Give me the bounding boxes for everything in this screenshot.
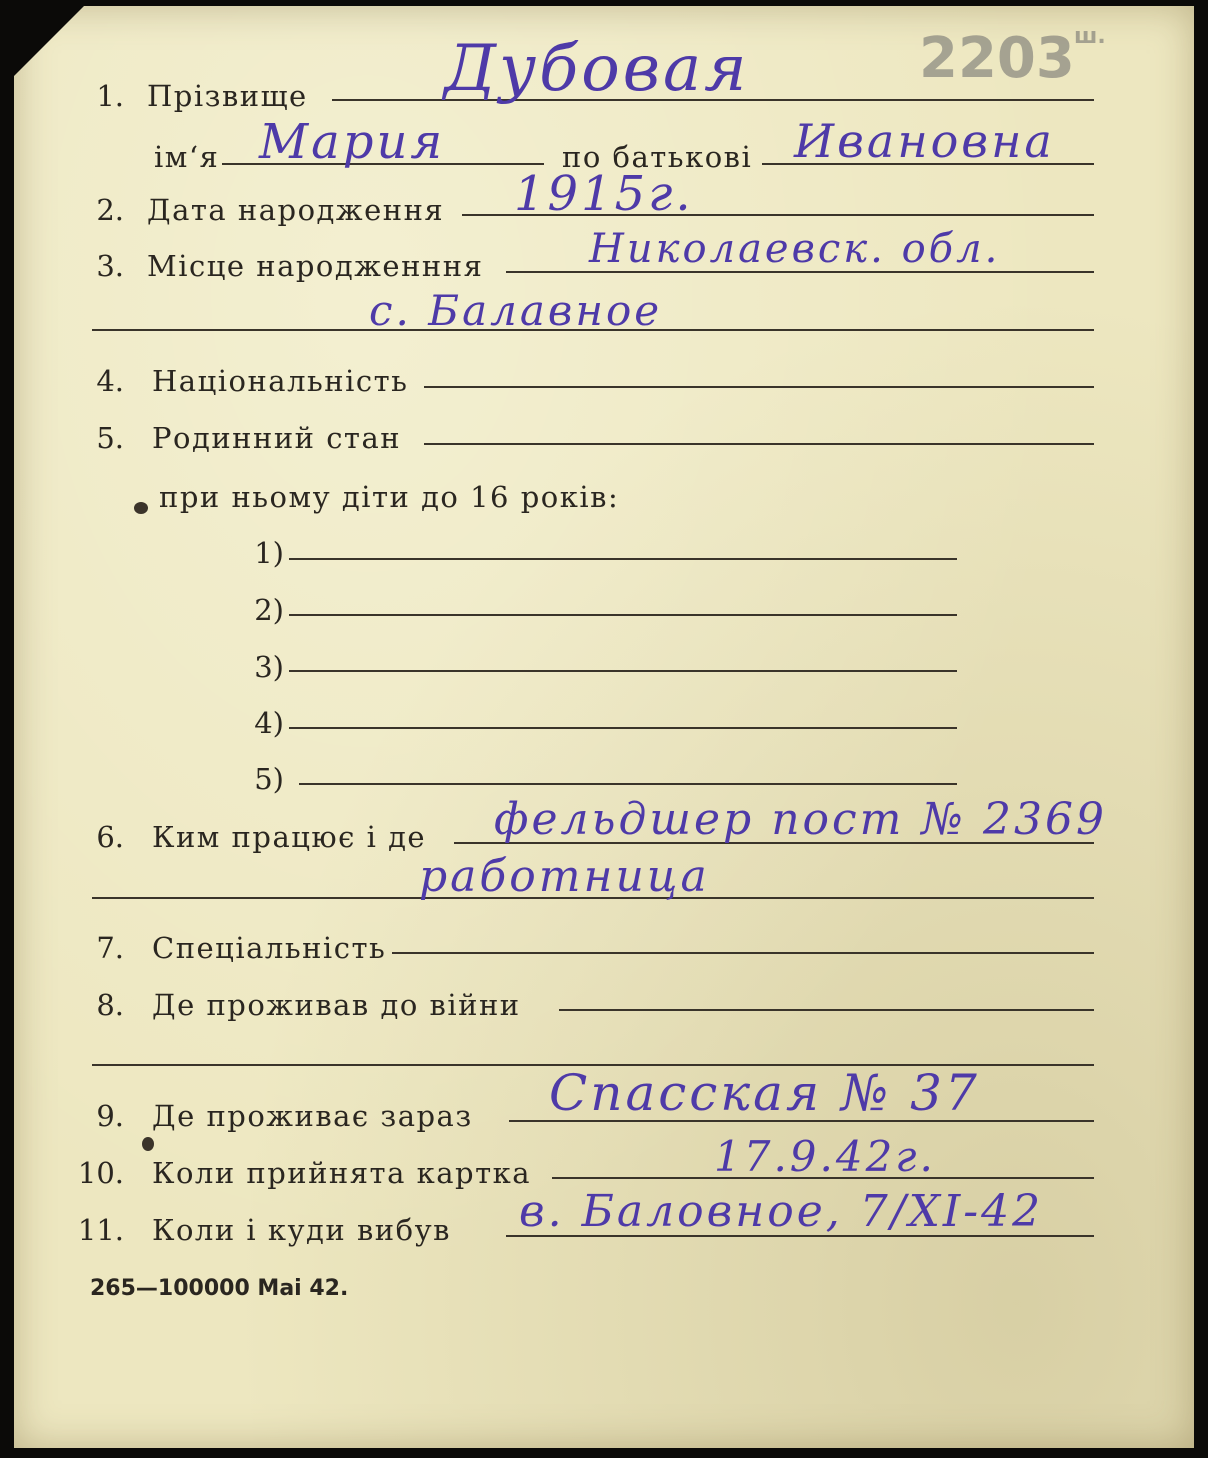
current-residence-label: Де проживає зараз <box>152 1099 473 1133</box>
family-status-label: Родинний стан <box>152 421 402 455</box>
child-2-line <box>289 614 957 616</box>
birth-place-value: Николаевск. обл. <box>589 226 1001 272</box>
field-6-number: 6. <box>96 820 124 854</box>
birth-place-value-2: с. Балавное <box>369 286 663 335</box>
birth-place-label: Місце народженння <box>147 249 484 283</box>
first-name-label: ім‘я <box>154 140 220 174</box>
child-5-line <box>299 783 957 785</box>
pencil-archive-number: 2203 <box>919 26 1075 91</box>
pin-hole <box>134 502 148 514</box>
employment-label: Ким працює і де <box>152 820 427 854</box>
family-status-line <box>424 443 1094 445</box>
field-10-number: 10. <box>77 1156 124 1190</box>
birth-date-label: Дата народження <box>147 193 445 227</box>
print-code: 265—100000 Mai 42. <box>90 1276 349 1301</box>
field-2-number: 2. <box>96 193 124 227</box>
child-3-line <box>289 670 957 672</box>
pin-hole-2 <box>142 1137 154 1151</box>
employment-value-2: работница <box>419 851 710 902</box>
birth-date-value: 1915г. <box>514 166 694 222</box>
card-accepted-value: 17.9.42г. <box>714 1132 936 1181</box>
prewar-residence-line <box>559 1009 1094 1011</box>
child-4-line <box>289 727 957 729</box>
departure-label: Коли і куди вибув <box>152 1213 451 1247</box>
current-residence-value: Спасская № 37 <box>549 1064 980 1122</box>
card-accepted-label: Коли прийнята картка <box>152 1156 532 1190</box>
child-3-number: 3) <box>254 650 284 684</box>
child-5-number: 5) <box>254 762 284 796</box>
child-4-number: 4) <box>254 706 284 740</box>
children-label: при ньому діти до 16 років: <box>159 480 620 514</box>
nationality-line <box>424 386 1094 388</box>
field-11-number: 11. <box>77 1213 124 1247</box>
field-7-number: 7. <box>96 931 124 965</box>
surname-label: Прізвище <box>147 79 308 113</box>
registration-card <box>14 6 1194 1448</box>
patronymic-label: по батькові <box>562 140 753 174</box>
torn-corner <box>14 6 84 76</box>
departure-value: в. Баловное, 7/XI-42 <box>519 1186 1044 1237</box>
child-1-line <box>289 558 957 560</box>
field-1-number: 1. <box>96 79 124 113</box>
nationality-label: Національність <box>152 364 409 398</box>
field-4-number: 4. <box>96 364 124 398</box>
surname-value: Дубовая <box>444 32 750 106</box>
employment-value: фельдшер пост № 2369 <box>494 794 1107 845</box>
corner-mark: ш. <box>1074 24 1106 49</box>
field-5-number: 5. <box>96 421 124 455</box>
child-2-number: 2) <box>254 593 284 627</box>
field-3-number: 3. <box>96 249 124 283</box>
child-1-number: 1) <box>254 536 284 570</box>
prewar-residence-label: Де проживав до війни <box>152 988 521 1022</box>
specialty-line <box>392 952 1094 954</box>
first-name-value: Мария <box>259 114 446 170</box>
specialty-label: Спеціальність <box>152 931 387 965</box>
field-8-number: 8. <box>96 988 124 1022</box>
field-9-number: 9. <box>96 1099 124 1133</box>
patronymic-value: Ивановна <box>794 114 1055 168</box>
